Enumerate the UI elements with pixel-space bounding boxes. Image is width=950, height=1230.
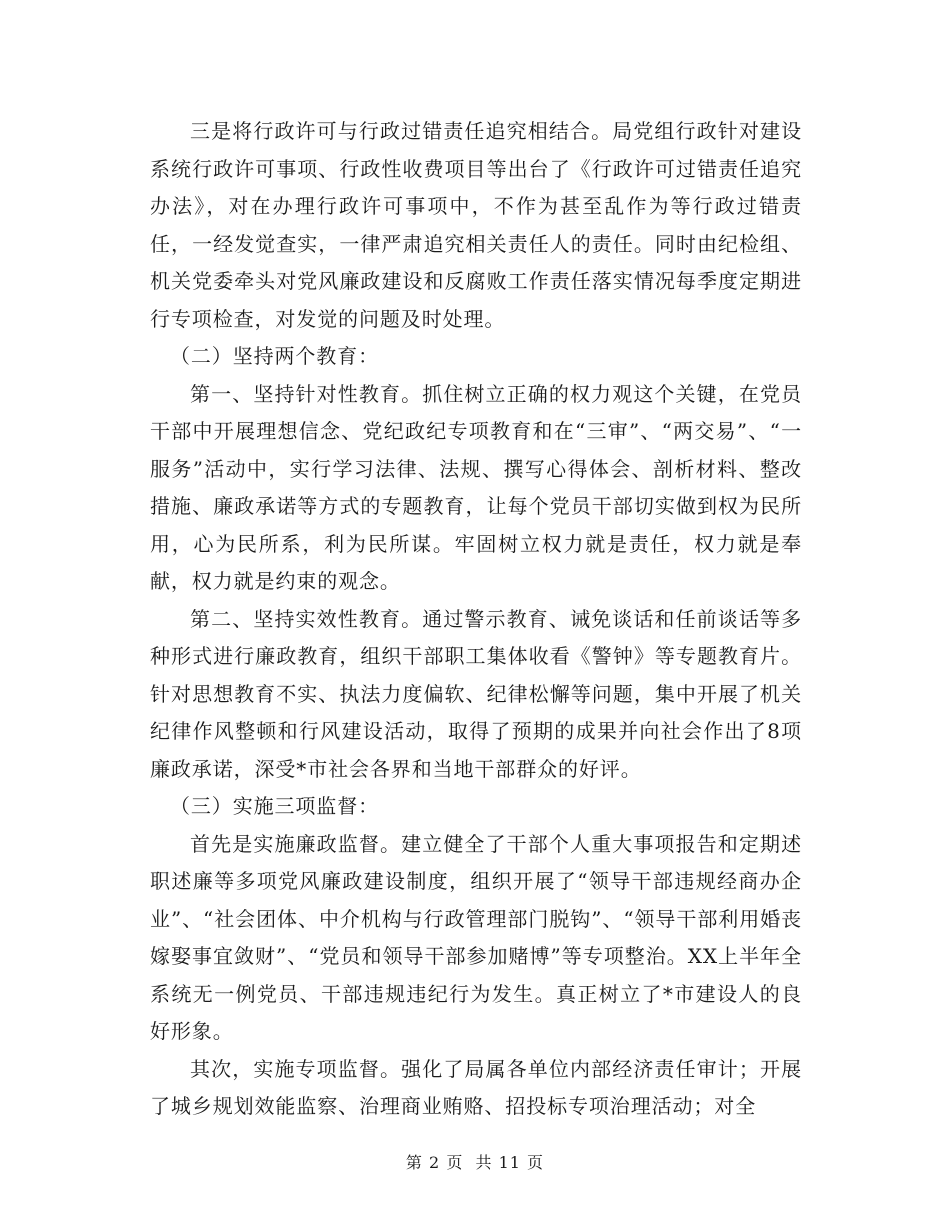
paragraph-accountability: 三是将行政许可与行政过错责任追究相结合。局党组行政针对建设系统行政许可事项、行政性收费项目等出台了《行政许可过错责任追究办法》，对在办理行政许可事项中，不作为甚至乱作为等行政过错责任，一经发觉查实，一律严肃追究相关责任人的责任。同时由纪检组、机关党委牵头对党风廉政建设和反腐败工作责任落实情况每季度定期进行专项检查，对发觉的问题及时处理。 [150, 119, 802, 331]
section-heading-three-supervisions: （三）实施三项监督： [170, 794, 379, 818]
document-body [150, 113, 802, 1126]
paragraph-special-supervision: 其次，实施专项监督。强化了局属各单位内部经济责任审计；开展了城乡规划效能监察、治理商业贿赂、招投标专项治理活动；对全 [150, 1056, 802, 1118]
footer-total-pages: 11 [498, 1153, 521, 1172]
paragraph-effective-education: 第二、坚持实效性教育。通过警示教育、诫免谈话和任前谈话等多种形式进行廉政教育，组织干部职工集体收看《警钟》等专题教育片。针对思想教育不实、执法力度偏软、纪律松懈等问题，集中开展了机关纪律作风整顿和行风建设活动，取得了预期的成果并向社会作出了8项廉政承诺，深受*市社会各界和当地干部群众的好评。 [150, 606, 802, 781]
paragraph-integrity-supervision: 首先是实施廉政监督。建立健全了干部个人重大事项报告和定期述职述廉等多项党风廉政建设制度，组织开展了“领导干部违规经商办企业”、“社会团体、中介机构与行政管理部门脱钩”、“领导干部利用婚丧嫁娶事宜敛财”、“党员和领导干部参加赌博”等专项整治。XX上半年全系统无一例党员、干部违规违纪行为发生。真正树立了*市建设人的良好形象。 [150, 831, 802, 1043]
footer-middle: 页 共 [446, 1153, 493, 1172]
footer-prefix: 第 [405, 1153, 423, 1172]
footer-suffix: 页 [527, 1153, 545, 1172]
page-footer [0, 1153, 950, 1173]
section-heading-two-educations: （二）坚持两个教育： [170, 344, 379, 368]
paragraph-targeted-education: 第一、坚持针对性教育。抓住树立正确的权力观这个关键，在党员干部中开展理想信念、党纪政纪专项教育和在“三审”、“两交易”、“一服务”活动中，实行学习法律、法规、撰写心得体会、剖析材料、整改措施、廉政承诺等方式的专题教育，让每个党员干部切实做到权为民所用，心为民所系，利为民所谋。牢固树立权力就是责任，权力就是奉献，权力就是约束的观念。 [150, 381, 802, 593]
footer-page-number: 2 [429, 1153, 441, 1172]
